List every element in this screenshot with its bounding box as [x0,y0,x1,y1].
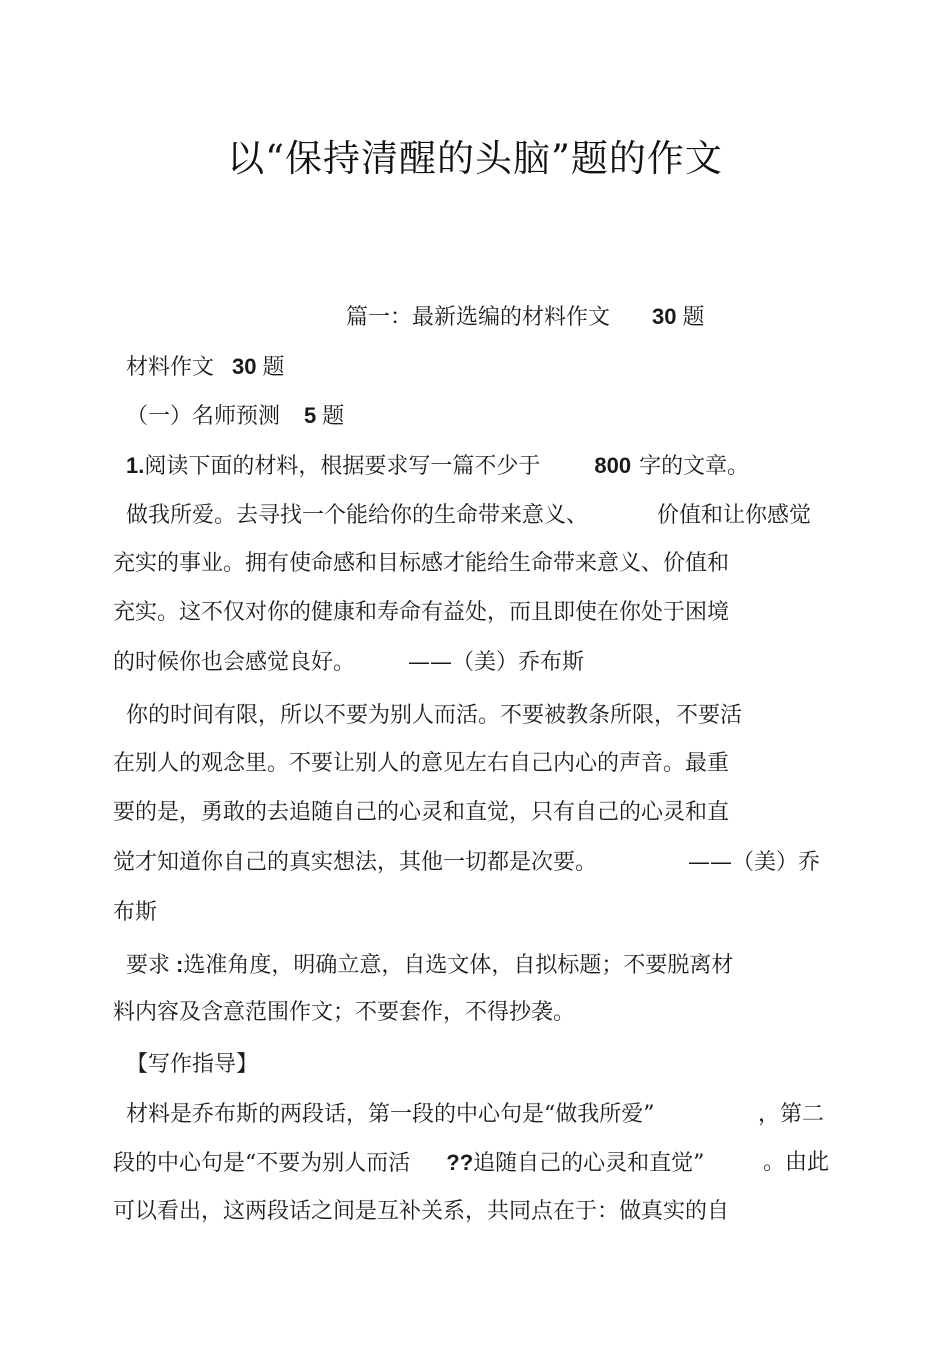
guidance-line2-a: 段的中心句是“不要为别人而活 [113,1151,411,1176]
para1-attribution: ——（美）乔布斯 [408,650,585,675]
guidance-heading: 【写作指导】 [126,1052,259,1077]
document-title: 以“保持清醒的头脑”题的作文 [227,137,723,180]
requirement-colon: : [176,952,184,977]
section-heading [346,302,705,333]
guidance-line2-c: 。由此 [763,1150,830,1175]
para1-line4-a: 的时候你也会感觉良好。 [113,650,356,675]
requirement-text-1: 选准角度，明确立意，自选文体，自拟标题；不要脱离材 [183,953,734,978]
guidance-line1-a: 材料是乔布斯的两段话，第一段的中心句是“做我所爱” [126,1102,655,1127]
guidance-line2-b: 追随自己的心灵和直觉” [473,1151,705,1176]
para1-line1-b: 价值和让你感觉 [657,503,812,528]
section-heading-suffix: 题 [682,305,705,330]
para2-line1: 你的时间有限，所以不要为别人而活。不要被教条所限，不要活 [126,703,743,728]
para2-line4-a: 觉才知道你自己的真实想法，其他一切都是次要。 [113,850,598,875]
subheading-suffix: 题 [262,355,285,380]
guidance-line1-b: ，第二 [758,1102,825,1127]
question-text: 阅读下面的材料，根据要求写一篇不少于 [144,454,541,479]
subheading-number: 30 [232,354,257,379]
question-suffix: 字的文章。 [639,454,750,479]
para1-line1-a: 做我所爱。去寻找一个能给你的生命带来意义、 [126,503,589,528]
para1-line1 [126,501,588,531]
sub-section-text: （一）名师预测 [126,404,281,429]
sub-section-suffix: 题 [322,404,345,429]
guidance-line2 [113,1148,704,1179]
para1-line3: 充实。这不仅对你的健康和寿命有益处，而且即使在你处于困境 [113,600,730,625]
guidance-line2-marks: ?? [446,1150,474,1175]
para2-line2: 在别人的观念里。不要让别人的意见左右自己内心的声音。最重 [113,751,730,776]
subheading [126,352,285,383]
question-word-count: 800 [594,453,632,478]
requirement-line1 [126,950,733,981]
section-heading-number: 30 [652,304,677,329]
subheading-text: 材料作文 [126,355,215,380]
requirement-line2: 料内容及含意范围作文；不要套作，不得抄袭。 [113,1000,576,1025]
question-number: 1. [126,453,145,478]
requirement-label: 要求 [126,953,171,978]
para2-line3: 要的是，勇敢的去追随自己的心灵和直觉，只有自己的心灵和直 [113,800,730,825]
sub-section-heading [126,401,344,432]
section-heading-text: 篇一：最新选编的材料作文 [346,305,611,330]
para2-attribution: ——（美）乔 [688,850,821,875]
guidance-line3: 可以看出，这两段话之间是互补关系，共同点在于：做真实的自 [113,1199,730,1224]
question-line [126,451,749,482]
sub-section-number: 5 [304,403,317,428]
para2-line5: 布斯 [113,900,158,925]
para1-line2: 充实的事业。拥有使命感和目标感才能给生命带来意义、价值和 [113,551,730,576]
